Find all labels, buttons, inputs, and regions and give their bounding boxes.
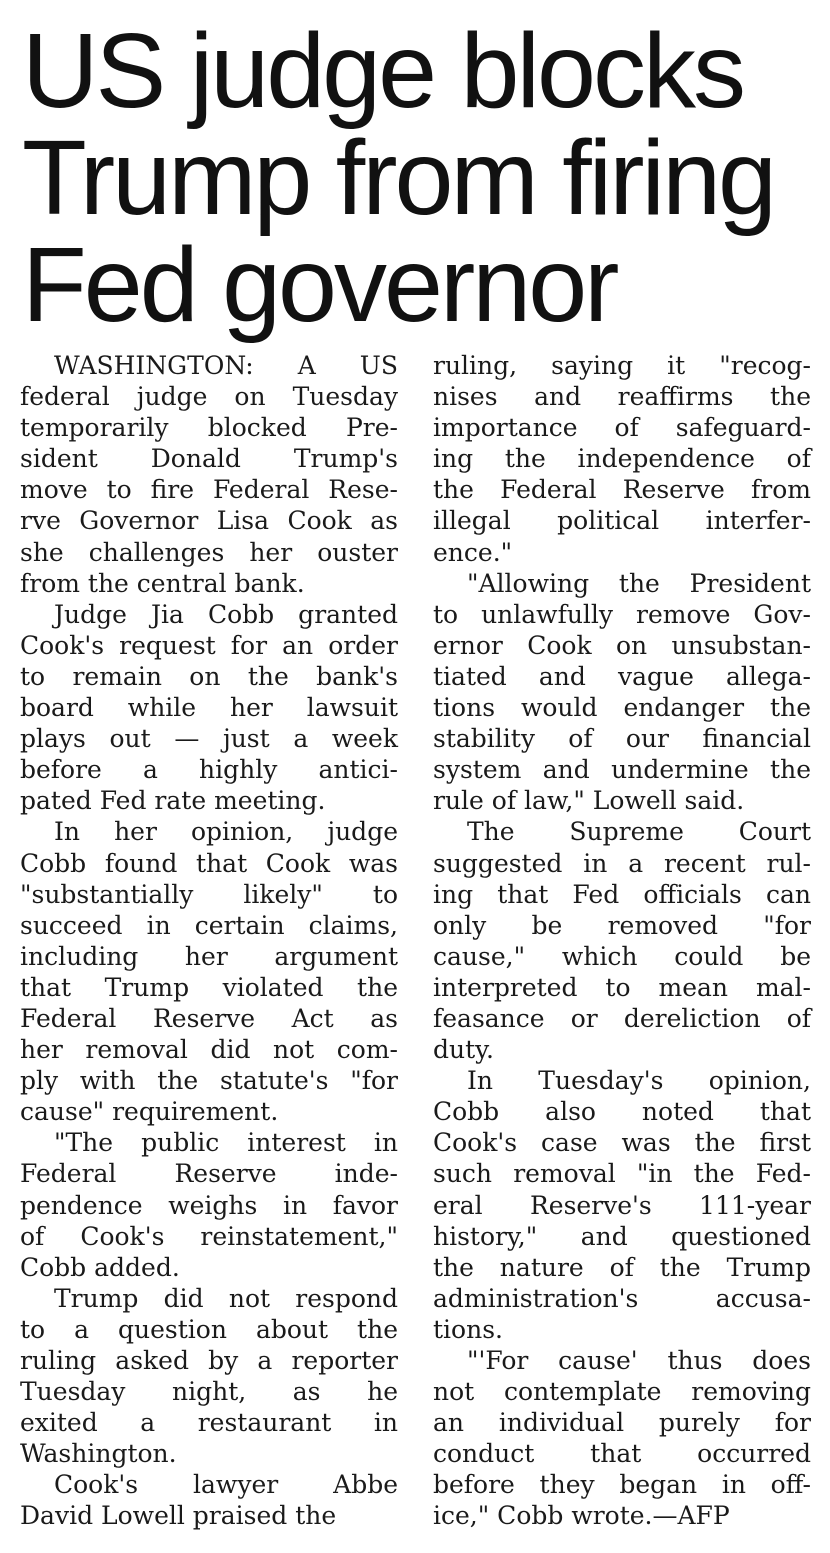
article-paragraph xyxy=(433,816,811,1065)
text-line: to remain on the bank's xyxy=(20,661,398,691)
text-line: eral Reserve's 111-year xyxy=(433,1190,811,1220)
article-column-left xyxy=(20,350,398,1532)
text-line: to unlawfully remove Gov- xyxy=(433,599,811,629)
text-line: such removal "in the Fed- xyxy=(433,1159,811,1189)
text-line: Federal Reserve inde- xyxy=(20,1159,398,1189)
text-line: Tuesday night, as he xyxy=(20,1377,398,1407)
text-line: the nature of the Trump xyxy=(433,1252,811,1282)
text-line: ing that Fed officials can xyxy=(433,879,811,909)
text-line: her removal did not com- xyxy=(20,1035,398,1065)
text-line: history," and questioned xyxy=(433,1221,811,1251)
text-line: Cook's request for an order xyxy=(20,630,398,660)
text-line: administration's accusa- xyxy=(433,1283,811,1313)
text-line: before a highly antici- xyxy=(20,755,398,785)
article-paragraph xyxy=(20,816,398,1127)
text-line: The Supreme Court xyxy=(467,817,811,847)
text-line: stability of our financial xyxy=(433,724,811,754)
text-line: board while her lawsuit xyxy=(20,693,398,723)
text-line: illegal political interfer- xyxy=(433,506,811,536)
text-line: "'For cause' thus does xyxy=(467,1346,811,1375)
text-line: including her argument xyxy=(20,941,398,971)
text-line: Cook's lawyer Abbe xyxy=(54,1470,398,1500)
text-line: David Lowell praised the xyxy=(20,1501,337,1531)
text-line: "The public interest in xyxy=(54,1128,398,1158)
text-line: temporarily blocked Pre- xyxy=(20,413,398,443)
text-line: she challenges her ouster xyxy=(20,537,398,567)
text-line: federal judge on Tuesday xyxy=(20,382,398,412)
text-line: ruling asked by a reporter xyxy=(20,1346,398,1375)
text-line: before they began in off- xyxy=(433,1470,811,1500)
text-line: conduct that occurred xyxy=(433,1439,811,1469)
text-line: Judge Jia Cobb granted xyxy=(54,599,398,629)
text-line: an individual purely for xyxy=(433,1408,811,1438)
text-line: Cobb found that Cook was xyxy=(20,848,398,878)
text-line: pendence weighs in favor xyxy=(20,1190,398,1220)
article-column-right xyxy=(433,350,811,1532)
text-line: only be removed "for xyxy=(433,910,811,940)
article-paragraph xyxy=(20,1469,398,1531)
text-line: Cobb added. xyxy=(20,1252,180,1282)
text-line: of Cook's reinstatement," xyxy=(20,1221,398,1251)
text-line: Washington. xyxy=(20,1439,177,1469)
headline-line: Fed governor xyxy=(22,226,617,344)
text-line: cause," which could be xyxy=(433,941,811,971)
text-line: Cook's case was the first xyxy=(433,1128,811,1158)
article-paragraph xyxy=(433,350,811,568)
text-line: rve Governor Lisa Cook as xyxy=(20,506,398,536)
text-line: pated Fed rate meeting. xyxy=(20,786,326,816)
text-line: ence." xyxy=(433,537,513,567)
article-paragraph xyxy=(20,1283,398,1470)
text-line: duty. xyxy=(433,1035,494,1065)
text-line: ice," Cobb wrote.—AFP xyxy=(433,1501,730,1531)
text-line: ing the independence of xyxy=(433,444,811,474)
text-line: cause" requirement. xyxy=(20,1097,279,1127)
text-line: ply with the statute's "for xyxy=(20,1066,398,1096)
text-line: importance of safeguard- xyxy=(433,413,811,443)
headline-line: Trump from firing xyxy=(22,119,774,237)
text-line: sident Donald Trump's xyxy=(20,444,398,474)
text-line: not contemplate removing xyxy=(433,1377,811,1407)
text-line: "Allowing the President xyxy=(467,568,811,598)
text-line: WASHINGTON: A US xyxy=(54,351,398,380)
headline xyxy=(22,12,822,344)
headline-line: US judge blocks xyxy=(22,12,743,130)
article-paragraph xyxy=(433,568,811,817)
text-line: suggested in a recent rul- xyxy=(433,848,811,878)
article-paragraph xyxy=(20,350,398,599)
article-paragraph xyxy=(433,1345,811,1532)
text-line: In Tuesday's opinion, xyxy=(467,1066,811,1096)
text-line: that Trump violated the xyxy=(20,972,398,1002)
text-line: Trump did not respond xyxy=(54,1283,398,1313)
text-line: In her opinion, judge xyxy=(54,817,398,847)
text-line: ernor Cook on unsubstan- xyxy=(433,630,811,660)
article-paragraph xyxy=(20,1127,398,1282)
text-line: "substantially likely" to xyxy=(20,879,398,909)
text-line: Cobb also noted that xyxy=(433,1097,811,1127)
text-line: tions. xyxy=(433,1314,503,1344)
text-line: tiated and vague allega- xyxy=(433,661,811,691)
article-paragraph xyxy=(20,599,398,817)
text-line: interpreted to mean mal- xyxy=(433,972,811,1002)
text-line: move to fire Federal Rese- xyxy=(20,475,398,505)
text-line: plays out — just a week xyxy=(20,724,398,754)
text-line: to a question about the xyxy=(20,1314,398,1344)
text-line: tions would endanger the xyxy=(433,693,811,723)
text-line: rule of law," Lowell said. xyxy=(433,786,745,816)
text-line: from the central bank. xyxy=(20,568,305,598)
text-line: feasance or dereliction of xyxy=(433,1003,811,1033)
text-line: nises and reaffirms the xyxy=(433,382,811,412)
text-line: system and undermine the xyxy=(433,755,811,785)
text-line: Federal Reserve Act as xyxy=(20,1003,398,1033)
text-line: succeed in certain claims, xyxy=(20,910,398,940)
text-line: exited a restaurant in xyxy=(20,1408,398,1438)
article-paragraph xyxy=(433,1065,811,1345)
text-line: ruling, saying it "recog- xyxy=(433,351,811,380)
text-line: the Federal Reserve from xyxy=(433,475,811,505)
